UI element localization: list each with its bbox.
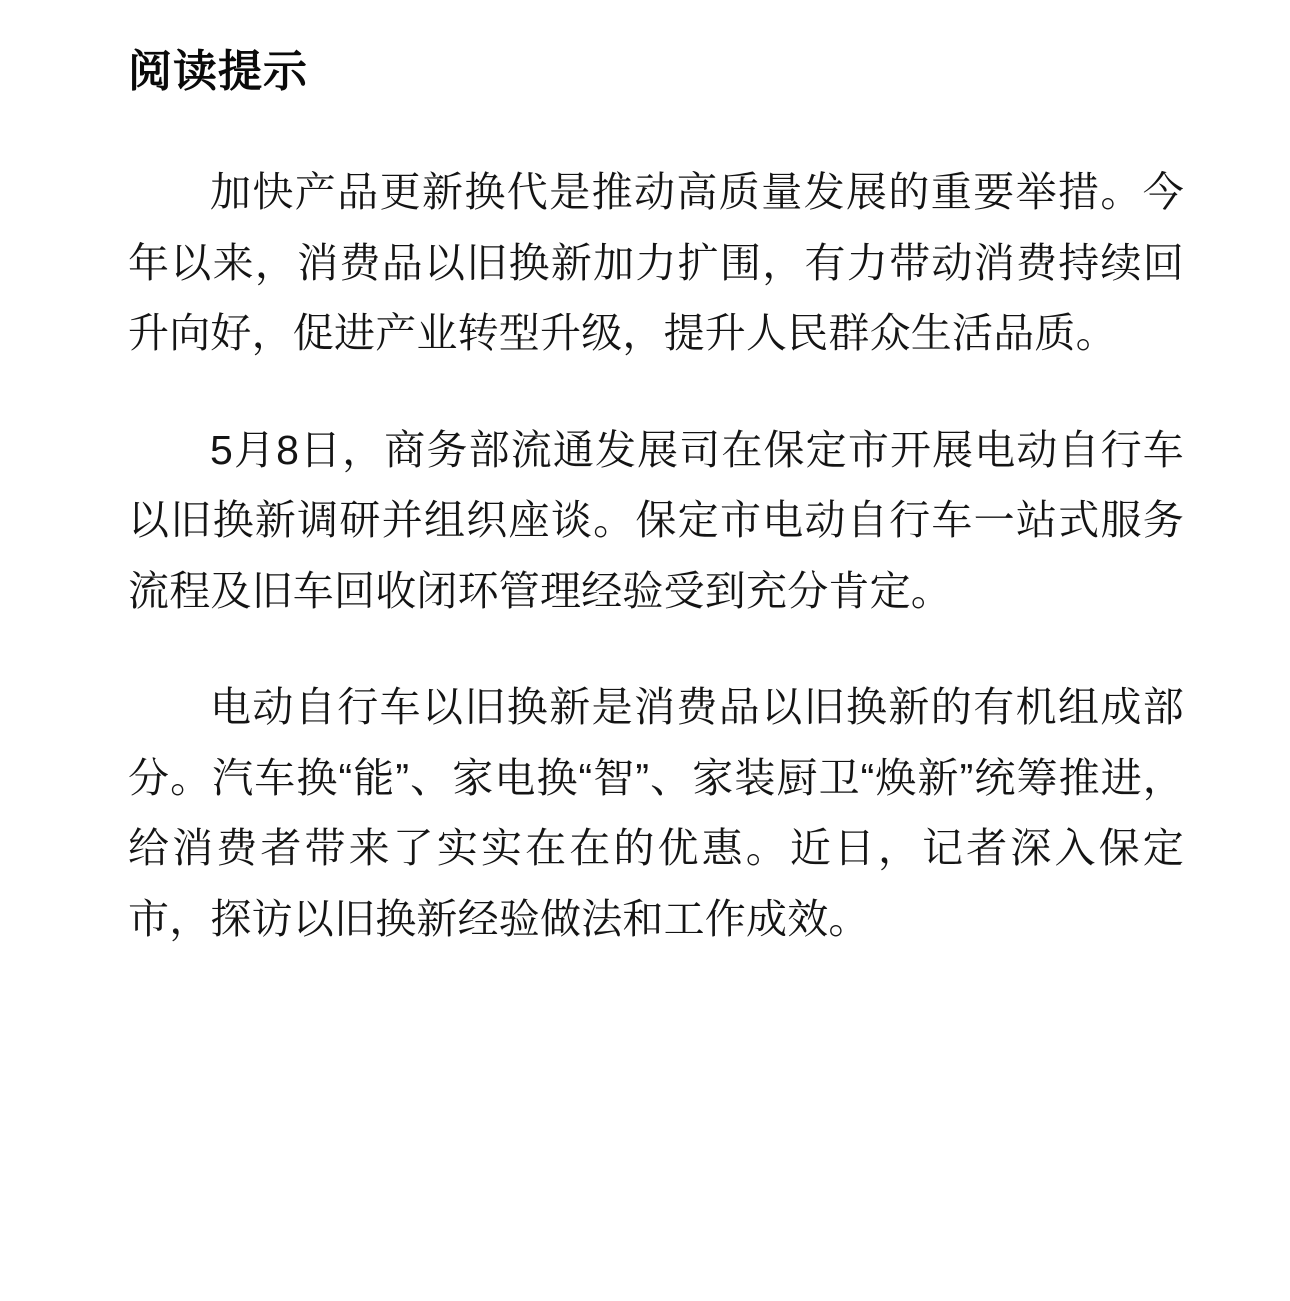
article-paragraph: 5月8日，商务部流通发展司在保定市开展电动自行车以旧换新调研并组织座谈。保定市电动自行车一站式服务流程及旧车回收闭环管理经验受到充分肯定。 — [128, 426, 1184, 614]
article-paragraph: 电动自行车以旧换新是消费品以旧换新的有机组成部分。汽车换“能”、家电换“智”、家装厨卫“焕新”统筹推进，给消费者带来了实实在在的优惠。近日，记者深入保定市，探访以旧换新经验做法和工作成效。 — [128, 684, 1184, 942]
page-title: 阅读提示 — [128, 47, 308, 96]
article-paragraph: 加快产品更新换代是推动高质量发展的重要举措。今年以来，消费品以旧换新加力扩围，有力带动消费持续回升向好，促进产业转型升级，提升人民群众生活品质。 — [128, 169, 1184, 357]
article-body — [128, 157, 1230, 954]
